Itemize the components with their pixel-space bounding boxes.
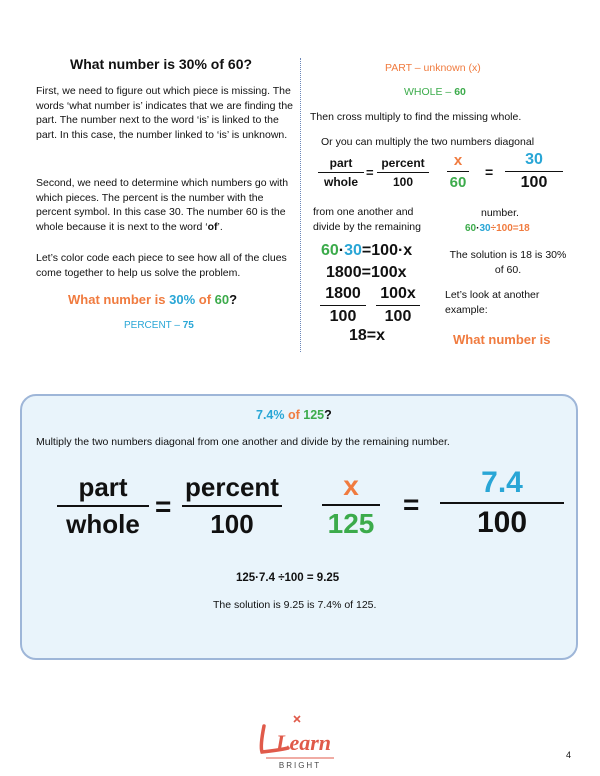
box-calculation: 125·7.4 ÷100 = 9.25 [236,572,340,584]
question-part: What number is [68,292,170,307]
box-question-whole: 125 [303,408,325,422]
learn-bright-logo [250,712,350,770]
fraction-percent-100 [377,156,429,189]
logo-word: Learn [276,730,331,755]
equation-fraction-100x [376,285,420,326]
calc-dot: · [476,223,480,234]
box-denominator-125: 125 [327,508,375,539]
percent-label-value: 75 [182,320,194,331]
part-unknown-label: PART – unknown (x) [385,62,481,74]
calc-result: ÷100=18 [490,223,530,234]
numerator-30: 30 [525,151,543,168]
whole-label [404,86,466,98]
denominator-100: 100 [520,174,548,191]
paragraph-missing-piece: First, we need to figure out which piece is missing. The words ‘what number is’ indicates that we are finding the part. The number next to the word ‘is’ is linked to the part. In this case, the number linked to ‘is’ is unknown. [36,85,293,141]
question-whole: 60 [214,292,230,307]
or-text: Or you can multiply the two numbers diagonal [321,136,535,148]
box-fraction-74-100 [440,466,564,540]
box-numerator-74: 7.4 [481,466,523,499]
box-equals-sign: = [403,489,420,520]
box-numerator-part: part [78,472,128,502]
small-calculation [465,223,530,234]
box-question [256,408,332,422]
question-percent: 30% [169,292,196,307]
box-numerator-x: x [343,470,359,501]
whole-label-value: 60 [454,86,466,98]
box-numerator-percent: percent [185,472,279,502]
logo-subword: BRIGHT [278,761,322,770]
eqn-frac-top: 100x [380,285,416,302]
paragraph-pieces [36,176,294,234]
equation-fraction-1800 [320,285,366,326]
eqn-frac-top: 1800 [325,285,361,302]
eqn-dot: · [338,242,345,259]
column-divider [300,58,301,352]
diagonal-text: from one another and divide by the remaining [313,206,421,233]
box-question-of: of [284,408,304,422]
box-denominator-whole: whole [66,509,140,539]
box-instruction: Multiply the two numbers diagonal from one another and divide by the remaining number. [36,436,450,448]
question-mark: ? [229,292,238,307]
equals-sign: = [485,164,494,180]
box-denominator-100: 100 [210,509,254,539]
logo-graphic [250,712,350,770]
fraction-30-100 [505,151,563,192]
denominator-60: 60 [449,174,467,191]
equation-line-3: 18=x [349,327,386,344]
eqn-rest: =100·x [361,242,413,259]
box-fraction-part-whole [57,472,149,540]
eqn-60: 60 [321,242,339,259]
whole-label-text: WHOLE – [404,86,455,98]
denominator-whole: whole [323,175,358,189]
box-equals-sign: = [155,491,172,522]
calc-60: 60 [465,223,477,234]
equation-line-2: 1800=100x [326,264,407,281]
numerator-part: part [329,156,353,170]
fraction-part-whole [318,156,364,189]
box-fraction-percent-100 [182,472,282,540]
box-denominator-100: 100 [476,506,528,539]
page-number: 4 [566,750,572,760]
box-question-mark: ? [324,408,332,422]
percent-label-text: PERCENT – [124,320,183,331]
what-number-is-text: What number is [453,332,551,347]
paragraph-color-code: Let’s color code each piece to see how all of the clues come together to help us solve the problem. [36,252,287,279]
color-coded-question [68,292,237,307]
question-of: of [195,292,215,307]
box-fraction-x-125 [322,470,380,540]
paragraph-pieces-text: Second, we need to determine which numbers go with which pieces. The percent is the number with the percent symbol. In this case 30. The number 60 is the whole because it is next to the word ‘ [36,177,289,233]
eqn-frac-bottom: 100 [384,308,412,325]
another-example-text: Let’s look at another example: [445,289,540,316]
calc-30: 30 [479,223,491,234]
denominator-100: 100 [392,175,414,189]
eqn-frac-bottom: 100 [329,308,357,325]
equals-sign: = [366,165,374,180]
numerator-percent: percent [381,156,425,170]
solution-text: The solution is 18 is 30% of 60. [449,249,567,276]
word-of: of [207,220,218,233]
paragraph-pieces-end: ’. [217,220,223,233]
number-text: number. [481,207,519,219]
left-title: What number is 30% of 60? [70,56,253,72]
fraction-x-60 [447,152,469,191]
numerator-x: x [453,152,463,169]
equation-line-1 [321,242,412,260]
eqn-30: 30 [344,242,362,259]
percent-label [124,320,194,331]
cross-multiply-text: Then cross multiply to find the missing whole. [310,111,522,123]
box-question-percent: 7.4% [256,408,285,422]
box-solution: The solution is 9.25 is 7.4% of 125. [213,599,377,611]
